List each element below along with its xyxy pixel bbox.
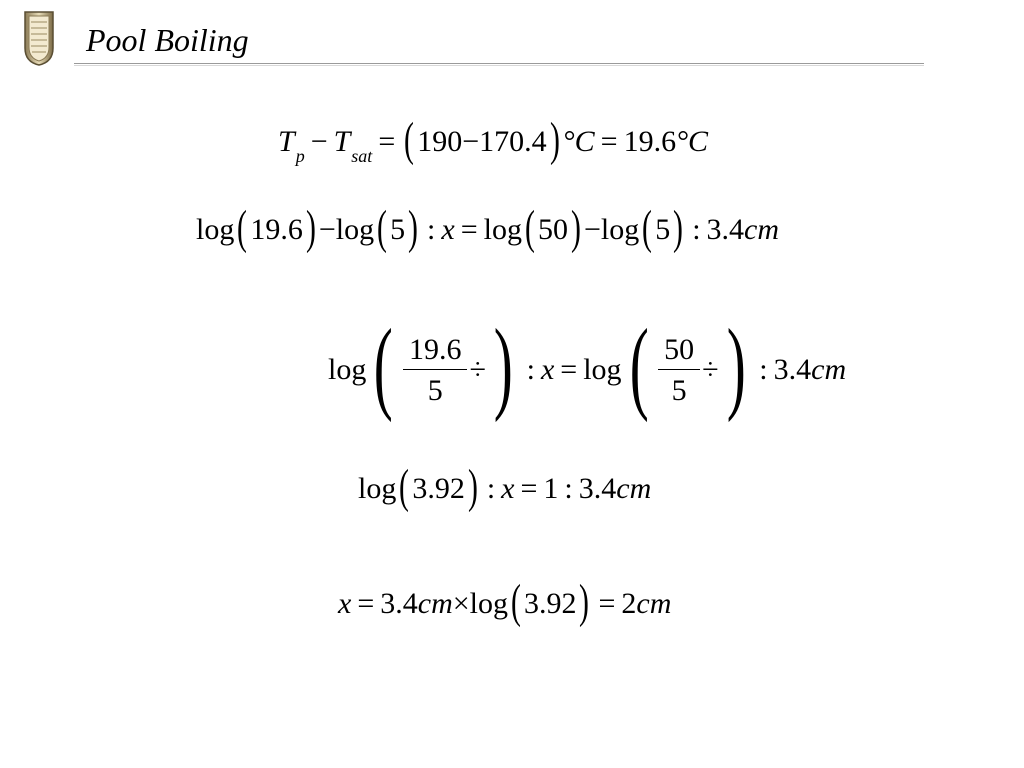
eq2-left-paren-4: ( [642,201,653,254]
eq1-result-unit: °C [676,125,709,158]
eq2-minus-1: − [318,213,336,246]
eq3-fraction-1 [403,332,468,407]
equation-solution [338,575,672,628]
eq3-log-1: log [328,353,367,386]
eq3-denominator-1: 5 [427,373,443,407]
eq1-value-b: 170.4 [479,125,547,158]
eq3-denominator-2: 5 [671,373,687,407]
eq2-value: 3.4 [706,213,745,246]
eq5-x: x [338,587,352,620]
eq2-left-paren-1: ( [237,201,248,254]
eq4-equals: = [520,472,538,505]
eq3-division-mark-1: ÷ [469,353,486,386]
eq5-value-inner: 3.92 [523,587,577,620]
eq2-value-1: 19.6 [250,213,303,246]
eq1-equals-2: = [600,125,618,158]
eq5-unit: cm [417,587,453,620]
title-divider-shadow [74,65,924,66]
eq3-colon-1: : [526,353,535,386]
eq3-division-mark-2: ÷ [702,353,719,386]
eq3-numerator-1: 19.6 [408,332,462,366]
eq2-right-paren-1: ) [305,201,316,254]
equation-temperature-difference [278,113,709,166]
equation-log-ratio [328,308,847,423]
eq2-minus-2: − [583,213,601,246]
eq5-result-unit: cm [636,587,672,620]
eq4-right-paren: ) [467,460,478,513]
eq4-unit: cm [616,472,652,505]
eq2-log-3: log [483,213,522,246]
title-divider [74,63,924,64]
eq3-colon-2: : [759,353,768,386]
eq4-log: log [358,472,397,505]
eq2-right-paren-2: ) [408,201,419,254]
eq1-result: 19.6 [623,125,677,158]
eq1-unit: °C [562,125,595,158]
eq1-left-paren: ( [404,113,415,166]
eq2-value-4: 5 [655,213,671,246]
eq5-times: × [452,587,470,620]
eq5-right-paren: ) [579,575,590,628]
eq2-log-2: log [335,213,375,246]
eq2-unit: cm [744,213,780,246]
eq3-unit: cm [811,353,847,386]
eq2-left-paren-3: ( [525,201,535,254]
eq3-right-paren-1: ) [493,308,513,423]
eq2-right-paren-3: ) [571,201,581,254]
eq4-one: 1 [543,472,559,505]
eq2-colon-2: : [692,213,701,246]
eq4-value-inner: 3.92 [412,472,465,505]
eq4-left-paren: ( [399,460,410,513]
eq4-colon-1: : [486,472,496,505]
eq1-T: T [278,125,295,158]
eq5-result: 2 [621,587,637,620]
eq1-subscript-p: p [295,146,305,166]
eq3-equals: = [560,353,578,386]
eq4-value: 3.4 [578,472,617,505]
slide-title: Pool Boiling [86,22,249,58]
eq5-equals-2: = [598,587,616,620]
eq5-value: 3.4 [380,587,418,620]
shield-crest-icon [22,10,56,66]
eq3-x: x [540,353,555,386]
eq5-log: log [469,587,508,620]
equation-log-proportion [196,201,780,254]
eq1-equals: = [378,125,396,158]
eq3-numerator-2: 50 [664,332,695,366]
eq3-right-paren-2: ) [726,308,746,423]
eq2-left-paren-2: ( [377,201,388,254]
eq2-equals: = [460,213,478,246]
eq3-value: 3.4 [773,353,812,386]
eq1-T-sat: T [333,125,351,158]
eq3-fraction-2 [658,332,700,407]
eq3-log-2: log [583,353,622,386]
eq2-log-4: log [600,213,640,246]
eq1-value-a: 190 [417,125,463,158]
eq2-right-paren-4: ) [673,201,684,254]
eq4-colon-2: : [564,472,573,505]
eq5-left-paren: ( [511,575,521,628]
eq4-x: x [501,472,515,505]
eq5-equals: = [357,587,375,620]
eq1-subscript-sat: sat [351,146,373,166]
eq2-value-2: 5 [390,213,406,246]
eq1-minus: − [310,125,328,158]
eq2-value-3: 50 [537,213,568,246]
eq2-colon-1: : [427,213,436,246]
eq1-minus-inner: − [462,125,480,158]
eq2-log-1: log [196,213,235,246]
equation-log-value [358,460,652,513]
eq3-left-paren-1: ( [374,308,394,423]
eq3-left-paren-2: ( [629,308,649,423]
eq2-x: x [441,213,455,246]
eq1-right-paren: ) [549,113,560,166]
